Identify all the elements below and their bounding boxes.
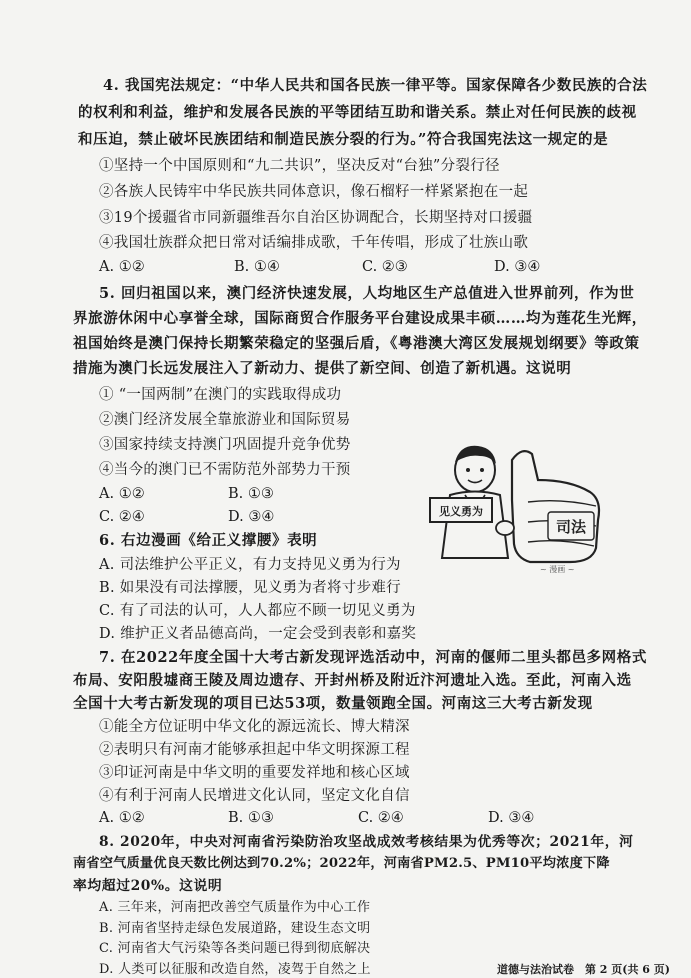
q8-option-b: B. 河南省坚持走绿色发展道路，建设生态文明 bbox=[99, 921, 371, 936]
q7-choice-a: A. ①② bbox=[99, 810, 145, 826]
q6-option-d: D. 维护正义者品德高尚，一定会受到表彰和嘉奖 bbox=[99, 626, 417, 642]
q6-stem: 6. 右边漫画《给正义撑腰》表明 bbox=[99, 532, 318, 549]
q4-option-3: ③19个援疆省市同新疆维吾尔自治区协调配合，长期坚持对口援疆 bbox=[99, 210, 533, 226]
q4-stem-line2: 的权利和利益，维护和发展各民族的平等团结互助和谐关系。禁止对任何民族的歧视 bbox=[78, 104, 637, 121]
q7-option-1: ①能全方位证明中华文化的源远流长、博大精深 bbox=[99, 719, 410, 735]
q7-option-4: ④有利于河南人民增进文化认同，坚定文化自信 bbox=[99, 788, 410, 804]
q4-option-4: ④我国壮族群众把日常对话编排成歌，千年传唱，形成了壮族山歌 bbox=[99, 235, 529, 251]
q8-option-c: C. 河南省大气污染等各类问题已得到彻底解决 bbox=[99, 941, 371, 956]
q5-option-4: ④当今的澳门已不需防范外部势力干预 bbox=[99, 462, 351, 478]
q8-stem-line3: 率均超过20%。这说明 bbox=[73, 878, 223, 894]
q7-stem-line1: 7. 在2022年度全国十大考古新发现评选活动中，河南的偃师二里头都邑多网格式 bbox=[99, 649, 647, 666]
q5-choice-a: A. ①② bbox=[99, 486, 145, 502]
q5-choice-b: B. ①③ bbox=[228, 486, 274, 502]
q6-option-a: A. 司法维护公平正义，有力支持见义勇为行为 bbox=[99, 557, 401, 573]
q4-choice-a: A. ①② bbox=[99, 259, 145, 275]
q7-choice-d: D. ③④ bbox=[488, 810, 535, 826]
q5-option-2: ②澳门经济发展全靠旅游业和国际贸易 bbox=[99, 412, 351, 428]
q4-stem-line1: 4. 我国宪法规定：“中华人民共和国各民族一律平等。国家保障各少数民族的合法 bbox=[103, 77, 648, 94]
q5-stem-line2: 界旅游休闲中心享誉全球，国际商贸合作服务平台建设成果丰硕……均为莲花生光辉， bbox=[73, 310, 647, 327]
q5-choice-d: D. ③④ bbox=[228, 509, 275, 525]
q4-stem-line3: 和压迫，禁止破坏民族团结和制造民族分裂的行为。”符合我国宪法这一规定的是 bbox=[78, 131, 609, 148]
q6-option-c: C. 有了司法的认可，人人都应不顾一切见义勇为 bbox=[99, 603, 416, 619]
cartoon-image bbox=[420, 440, 610, 575]
q7-option-2: ②表明只有河南才能够承担起中华文明探源工程 bbox=[99, 742, 410, 758]
q7-choice-b: B. ①③ bbox=[228, 810, 274, 826]
q7-stem-line3: 全国十大考古新发现的项目已达53项，数量领跑全国。河南这三大考古新发现 bbox=[73, 695, 593, 712]
q5-option-1: ① “一国两制”在澳门的实践取得成功 bbox=[99, 387, 342, 403]
cartoon-signature: ~ 漫画 ~ bbox=[540, 565, 575, 574]
q7-option-3: ③印证河南是中华文明的重要发祥地和核心区域 bbox=[99, 765, 410, 781]
q4-option-1: ①坚持一个中国原则和“九二共识”，坚决反对“台独”分裂行径 bbox=[99, 158, 500, 174]
q8-option-d: D. 人类可以征服和改造自然，凌驾于自然之上 bbox=[99, 962, 371, 977]
q5-choice-c: C. ②④ bbox=[99, 509, 145, 525]
q5-stem-line4: 措施为澳门长远发展注入了新动力、提供了新空间、创造了新机遇。这说明 bbox=[73, 360, 572, 377]
q4-option-2: ②各族人民铸牢中华民族共同体意识，像石榴籽一样紧紧抱在一起 bbox=[99, 184, 529, 200]
page-footer-text: 道德与法治试卷 第 2 页(共 6 页) bbox=[496, 963, 670, 976]
q8-stem-line2: 南省空气质量优良天数比例达到70.2%；2022年，河南省PM2.5、PM10平均浓度下降 bbox=[73, 856, 610, 871]
q7-stem-line2: 布局、安阳殷墟商王陵及周边遗存、开封州桥及附近汴河遗址入选。至此，河南入选 bbox=[73, 672, 632, 689]
q5-stem-line3: 祖国始终是澳门保持长期繁荣稳定的坚强后盾，《粤港澳大湾区发展规划纲要》等政策 bbox=[73, 335, 640, 352]
q6-option-b: B. 如果没有司法撑腰，见义勇为者将寸步难行 bbox=[99, 580, 401, 596]
q4-choice-d: D. ③④ bbox=[494, 259, 541, 275]
q4-choice-c: C. ②③ bbox=[362, 259, 408, 275]
cartoon-sign-text: 见义勇为 bbox=[439, 505, 483, 518]
q5-option-3: ③国家持续支持澳门巩固提升竞争优势 bbox=[99, 437, 351, 453]
q4-choice-b: B. ①④ bbox=[234, 259, 280, 275]
q7-choice-c: C. ②④ bbox=[358, 810, 404, 826]
q5-stem-line1: 5. 回归祖国以来，澳门经济快速发展，人均地区生产总值进入世界前列，作为世 bbox=[99, 285, 635, 302]
cartoon-hand-label: 司法 bbox=[555, 518, 587, 536]
q8-option-a: A. 三年来，河南把改善空气质量作为中心工作 bbox=[99, 900, 371, 915]
q8-stem-line1: 8. 2020年，中央对河南省污染防治攻坚战成效考核结果为优秀等次；2021年，河 bbox=[99, 834, 634, 850]
